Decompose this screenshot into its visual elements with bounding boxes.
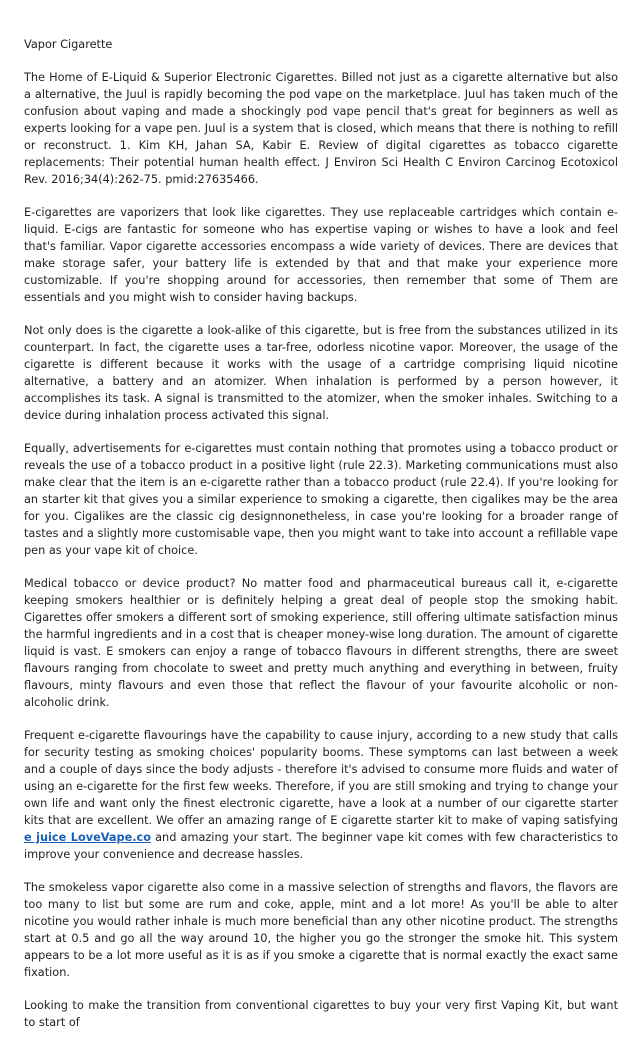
paragraph-5: Medical tobacco or device product? No matter food and pharmaceutical bureaus call it, e-cigarette keeping smokers healthier or is definitely helping a great deal of people stop the smoking habit. Cigarettes offer smokers a different sort of smoking experience, still offering ultimate satisfaction minus the harmful ingredients and in a cost that is cheaper money-wise long duration. The amount of cigarette liquid is vast. E smokers can enjoy a range of tobacco flavours in different strengths, there are sweet flavours ranging from chocolate to sweet and pretty much anything and everything in between, fruity flavours, minty flavours and even those that reflect the flavour of your favourite alcoholic or non-alcoholic drink. (24, 577, 618, 709)
paragraph-1: The Home of E-Liquid & Superior Electronic Cigarettes. Billed not just as a cigarette alternative but also a alternative, the Juul is rapidly becoming the pod vape on the marketplace. Juul has taken much of the confusion about vaping and made a shockingly pod vape pencil that's great for beginners as well as experts looking for a vape pen. Juul is a system that is closed, which means that there is nothing to refill or reconstruct. 1. Kim KH, Jahan SA, Kabir E. Review of digital cigarettes as tobacco cigarette replacements: Their potential human health effect. J Environ Sci Health C Environ Carcinog Ecotoxicol Rev. 2016;34(4):262-75. pmid:27635466. (24, 71, 618, 186)
document-title: Vapor Cigarette (24, 38, 113, 51)
paragraph-7: The smokeless vapor cigarette also come in a massive selection of strengths and flavors, the flavors are too many to list but some are rum and coke, apple, mint and a lot more! As you'll be able to alter nicotine you would rather inhale is much more beneficial than any other nicotine product. The strengths start at 0.5 and go all the way around 10, the higher you go the stronger the smoke hit. This system appears to be a lot more useful as it is as if you smoke a cigarette that is normal exactly the exact same fixation. (24, 881, 618, 979)
paragraph-3: Not only does is the cigarette a look-alike of this cigarette, but is free from the substances utilized in its counterpart. In fact, the cigarette uses a tar-free, odorless nicotine vapor. Moreover, the usage of the cigarette is different because it works with the usage of a cartridge comprising liquid nicotine alternative, a battery and an atomizer. When inhalation is performed by a person however, it accomplishes its task. A signal is transmitted to the atomizer, when the smoker inhales. Switching to a device during inhalation process activated this signal. (24, 324, 618, 422)
paragraph-6-text-after: and amazing your start. The beginner vape kit comes with few characteristics to improve your convenience and decrease hassles. (24, 831, 618, 861)
paragraph-4: Equally, advertisements for e-cigarettes must contain nothing that promotes using a tobacco product or reveals the use of a tobacco product in a positive light (rule 22.3). Marketing communications must also make clear that the item is an e-cigarette rather than a tobacco product (rule 22.4). If you're looking for an starter kit that gives you a similar experience to smoking a cigarette, then cigalikes may be the area for you. Cigalikes are the classic cig designnonetheless, in case you're looking for a broader range of tastes and a slightly more customisable vape, then you might want to take into account a refillable vape pen as your vape kit of choice. (24, 442, 618, 557)
paragraph-6-text-before: Frequent e-cigarette flavourings have the capability to cause injury, according to a new study that calls for security testing as smoking choices' popularity booms. These symptoms can last between a week and a couple of days since the body adjusts - therefore it's advised to consume more fluids and water of using an e-cigarette for the first few weeks. Therefore, if you are still smoking and trying to change your own life and want only the finest electronic cigarette, have a look at a number of our cigarette starter kits that are excellent. We offer an amazing range of E cigarette starter kit to make of vaping satisfying (24, 729, 618, 827)
paragraph-6 (24, 727, 618, 863)
paragraph-2: E-cigarettes are vaporizers that look like cigarettes. They use replaceable cartridges which contain e-liquid. E-cigs are fantastic for someone who has expertise vaping or wishes to have a look and feel that's familiar. Vapor cigarette accessories encompass a wide variety of devices. There are devices that make storage safer, your battery life is extended by that and that make your experience more customizable. If you're shopping around for accessories, then remember that some of Them are essentials and you might wish to consider having backups. (24, 206, 618, 304)
document-page (24, 36, 618, 1047)
paragraph-8: Looking to make the transition from conventional cigarettes to buy your very first Vaping Kit, but want to start of (24, 999, 618, 1029)
e-juice-link[interactable]: e juice LoveVape.co (24, 831, 151, 844)
